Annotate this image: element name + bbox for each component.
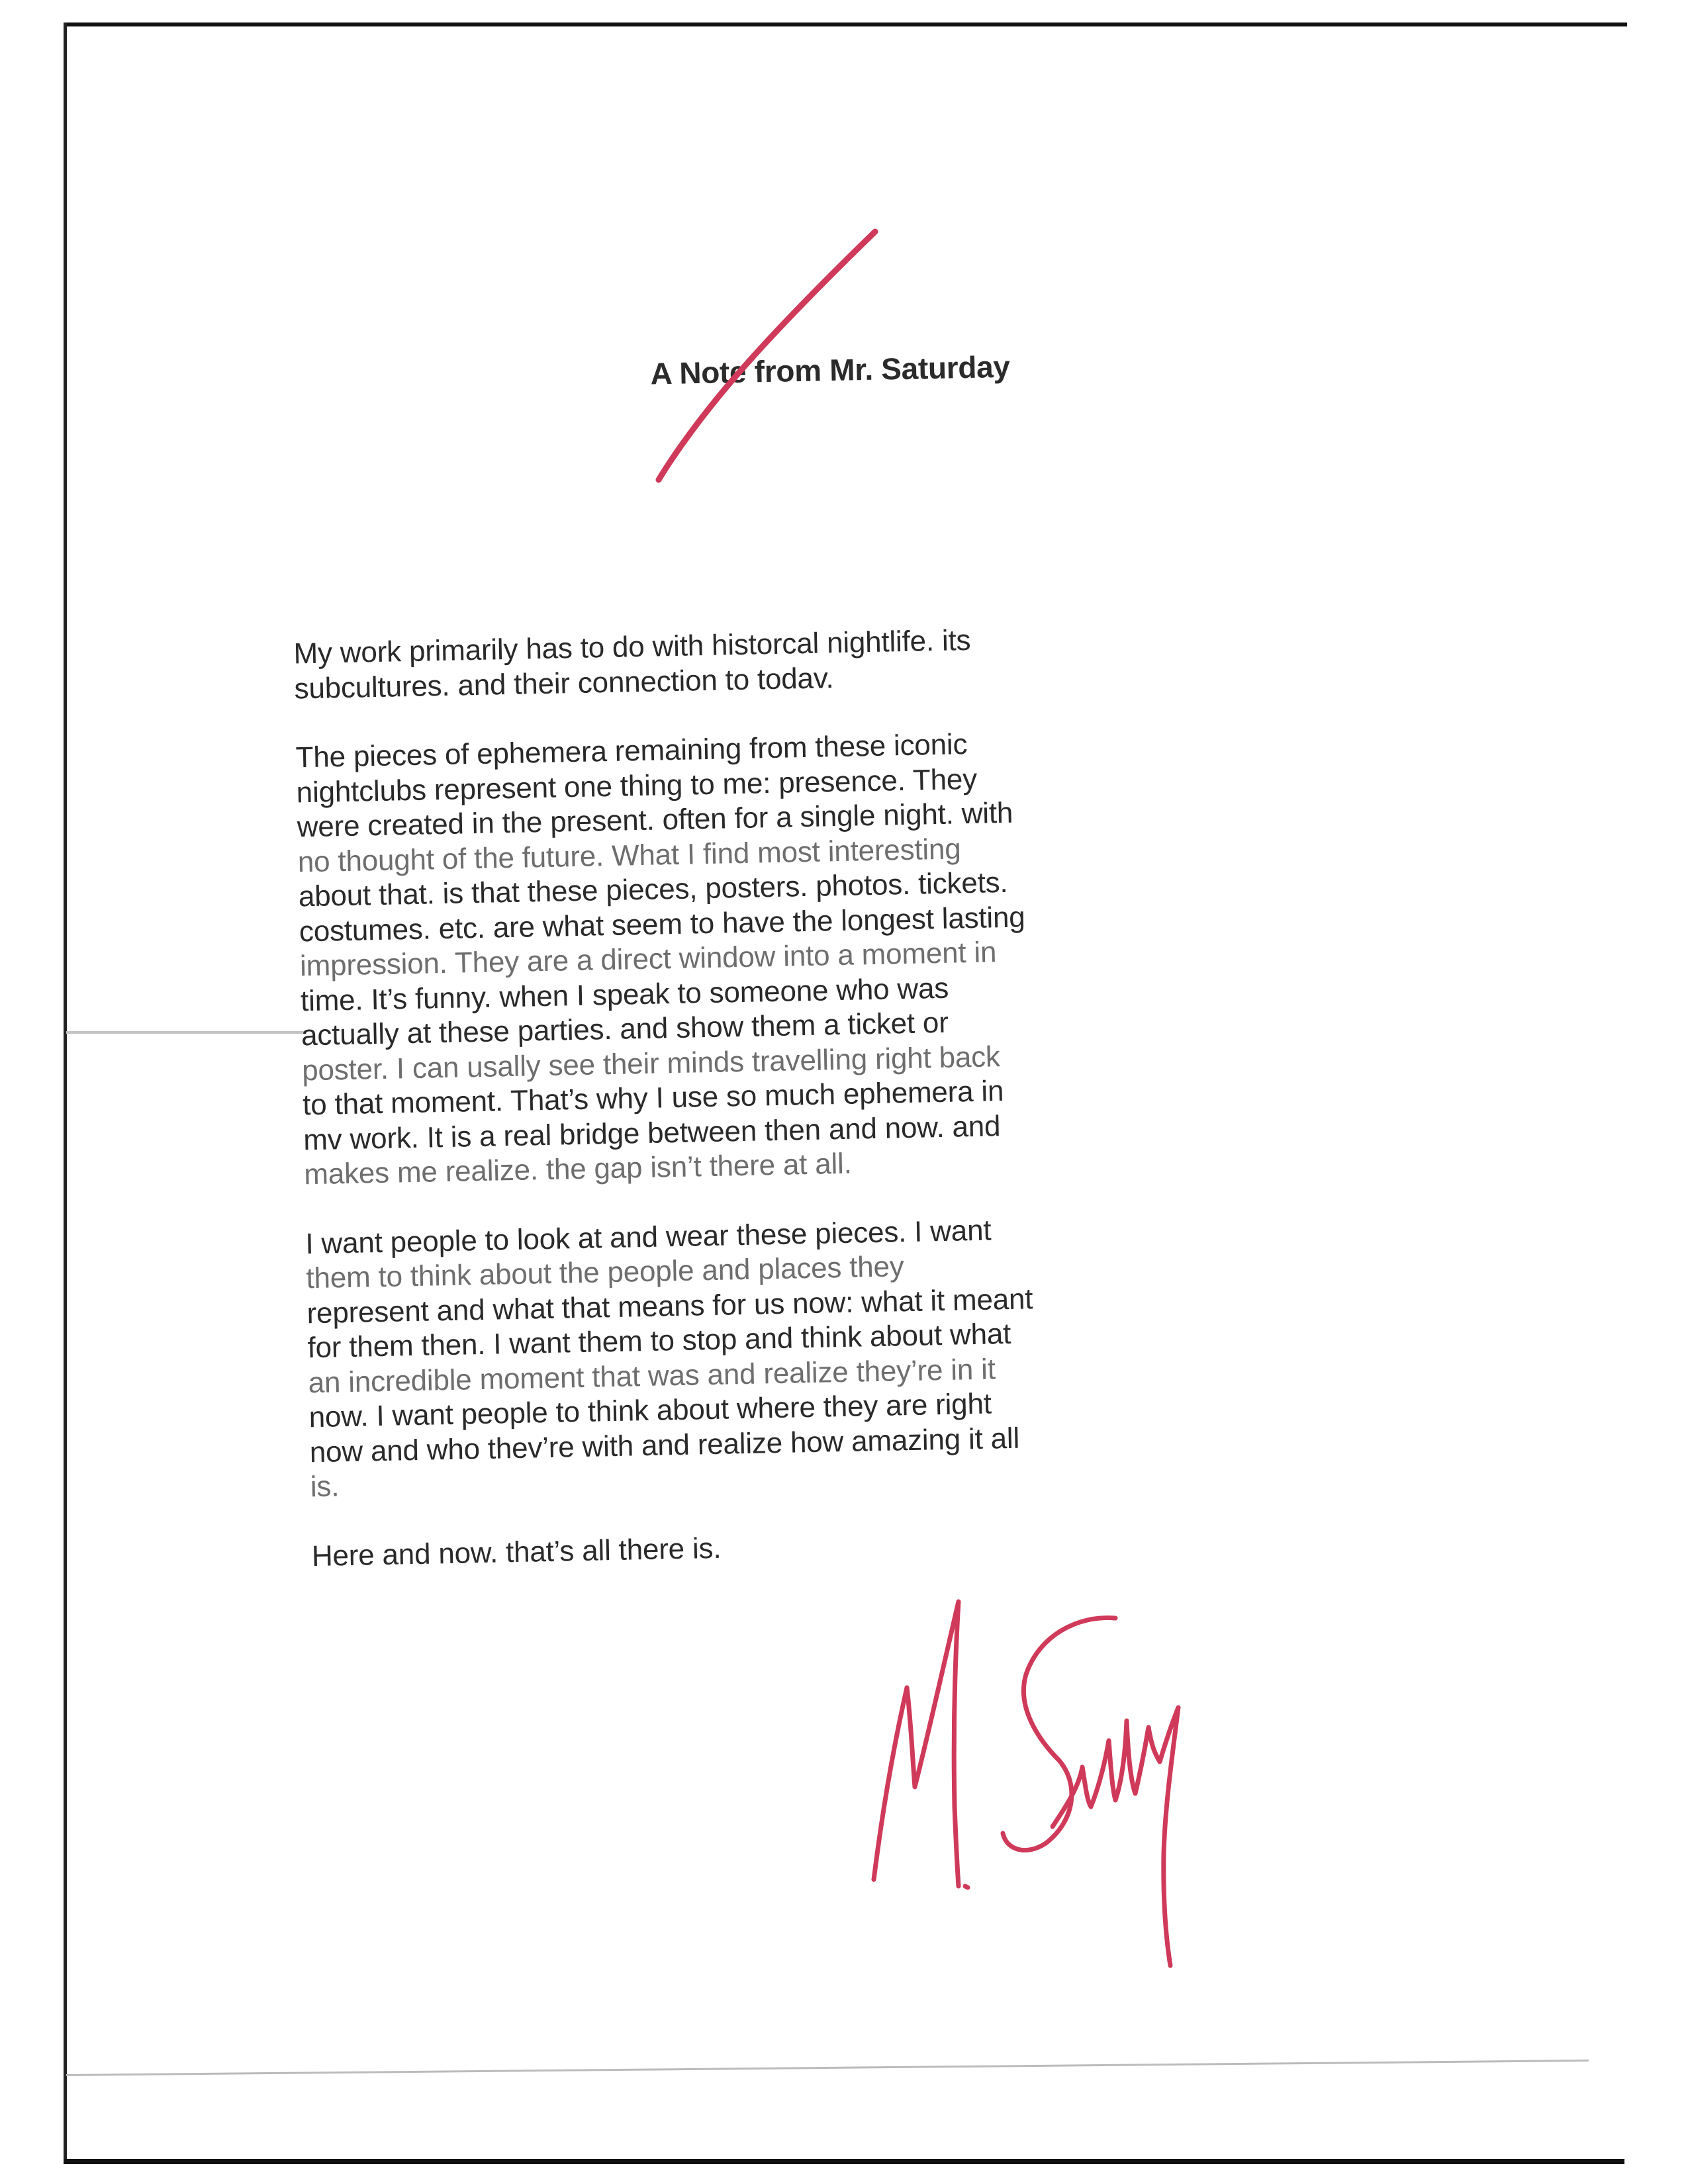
paragraph-2 (295, 725, 1085, 1193)
text-line: is. (310, 1470, 340, 1504)
paragraph-4 (311, 1524, 1093, 1574)
signature-stroke-m (874, 1602, 959, 1886)
text-line: actually at these parties. and show them a ticket or (301, 1006, 949, 1052)
paragraph-3 (305, 1211, 1092, 1505)
text-line: an incredible moment that was and realize they’re in it (308, 1352, 996, 1399)
handwritten-signature (854, 1588, 1225, 2012)
text-line: for them then. I want them to stop and think about what (307, 1317, 1011, 1365)
text-line: were created in the present. often for a single night. with (297, 796, 1013, 844)
text-line: makes me realize. the gap isn’t there at all. (303, 1147, 853, 1191)
signature-stroke-tail (1053, 1707, 1178, 1966)
text-line: Here and now. that’s all there is. (311, 1531, 722, 1572)
text-line: them to think about the people and places they (306, 1250, 905, 1295)
text-line: nightclubs represent one thing to me: presence. They (296, 762, 978, 809)
text-line: represent and what that means for us now: what it meant (306, 1282, 1033, 1330)
text-line: now and who thev’re with and realize how amazing it all (309, 1422, 1020, 1469)
text-line: time. It’s funny. when I speak to someone who was (300, 972, 949, 1017)
text-line: subcultures. and their connection to todav. (294, 661, 834, 705)
letter-title: A Note from Mr. Saturday (650, 349, 1011, 391)
text-line: mv work. It is a real bridge between then and now. and (303, 1109, 1001, 1156)
text-line: about that. is that these pieces, posters. photos. tickets. (298, 866, 1008, 913)
text-line: impression. They are a direct window into a moment in (299, 936, 997, 983)
text-line: My work primarily has to do with historcal nightlife. its (293, 623, 971, 670)
text-line: The pieces of ephemera remaining from these iconic (295, 728, 968, 774)
paragraph-1 (293, 621, 1076, 707)
text-line: costumes. etc. are what seem to have the longest lasting (299, 900, 1025, 948)
text-line: to that moment. That’s why I use so much ephemera in (302, 1075, 1004, 1122)
text-line: now. I want people to think about where they are right (308, 1387, 992, 1434)
signature-dot (965, 1886, 968, 1888)
text-line: no thought of the future. What I find most interesting (297, 832, 961, 878)
text-line: I want people to look at and wear these pieces. I want (305, 1213, 992, 1260)
text-line: poster. I can usally see their minds travelling right back (301, 1040, 1001, 1087)
letter-body (293, 621, 1094, 1608)
